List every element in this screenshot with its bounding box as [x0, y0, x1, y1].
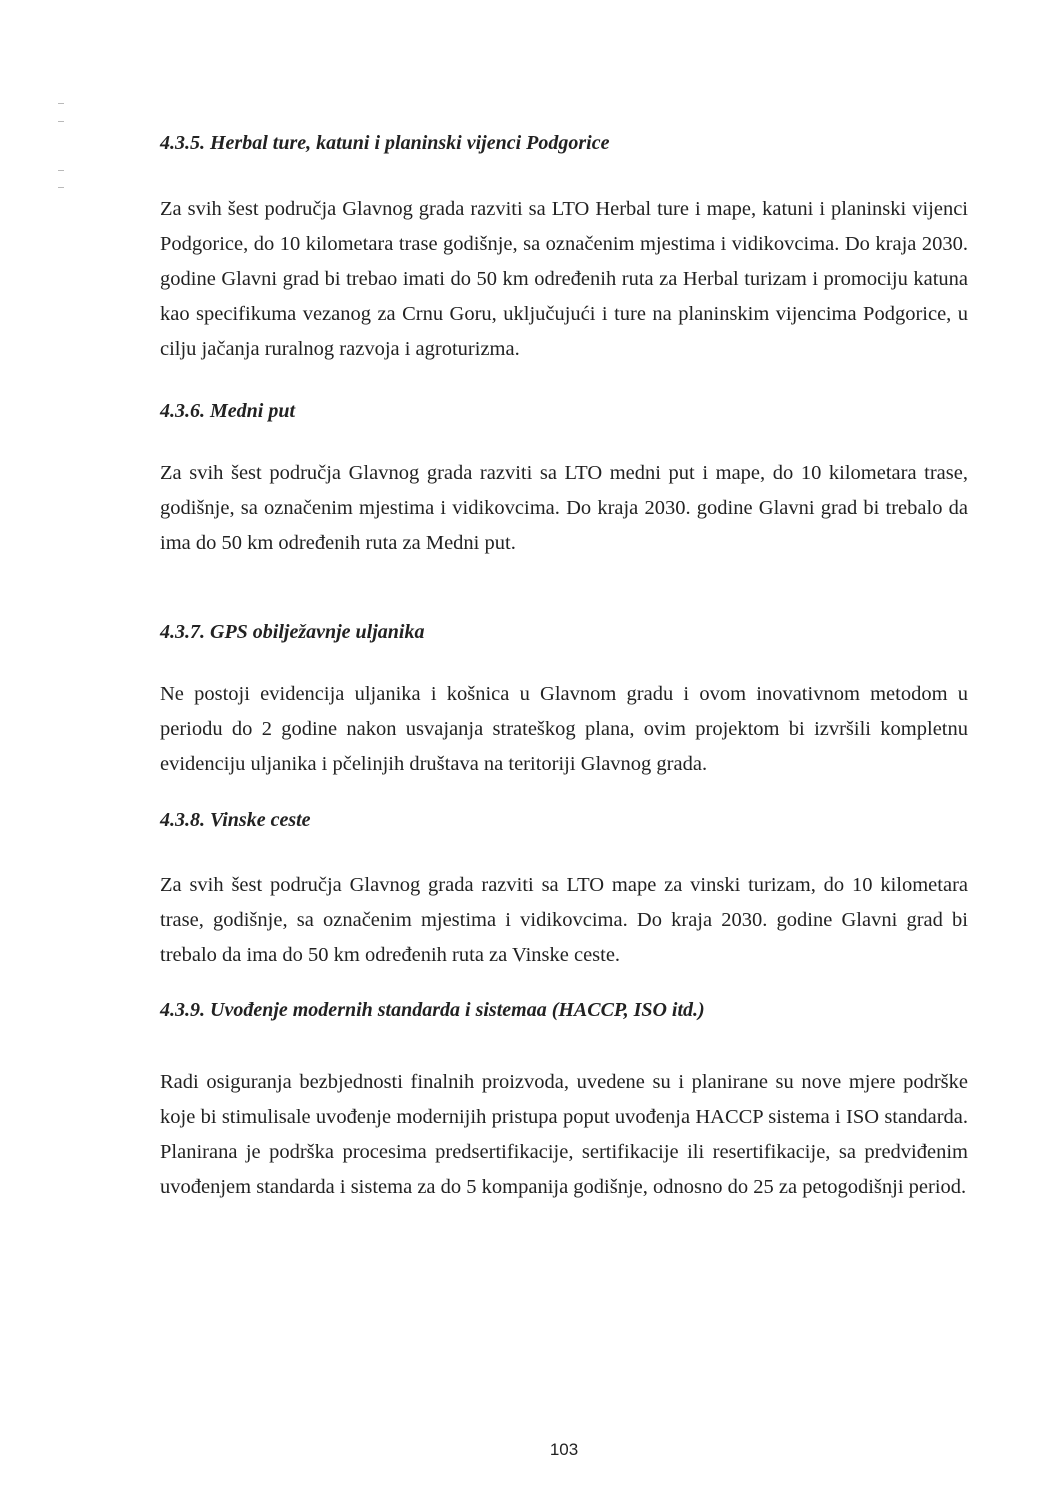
paragraph-text: Radi osiguranja bezbjednosti finalnih proizvoda, uvedene su i planirane su nove mjere podrške koje bi stimulisale uvođenje modernijih pristupa poput uvođenja HACCP sistema i ISO standarda. Planirana je podrška procesima predsertifikacije, sertifikacije ili resertifikacije, sa predviđenim uvođenjem standarda i sistema za do 5 kompanija godišnje, odnosno do 25 za petogodišnji period. — [160, 1071, 968, 1198]
paragraph-text: Za svih šest područja Glavnog grada razviti sa LTO Herbal ture i mape, katuni i planinski vijenci Podgorice, do 10 kilometara trase godišnje, sa označenim mjestima i vidikovcima. Do kraja 2030. godine Glavni grad bi trebao imati do 50 km određenih ruta za Herbal turizam i promociju katuna kao specifikuma vezanog za Crnu Goru, uključujući i ture na planinskim vijencima Podgorice, u cilju jačanja ruralnog razvoja i agroturizma. — [160, 198, 968, 360]
section-body-4-3-9 — [160, 1065, 968, 1205]
section-body-4-3-6 — [160, 456, 968, 561]
scan-artifact — [58, 170, 64, 171]
section-body-4-3-5 — [160, 192, 968, 367]
section-heading-4-3-7: 4.3.7. GPS obilježavnje uljanika — [160, 621, 425, 643]
section-heading-4-3-5: 4.3.5. Herbal ture, katuni i planinski vijenci Podgorice — [160, 132, 610, 154]
scan-artifact — [58, 121, 64, 122]
paragraph-text: Za svih šest područja Glavnog grada razviti sa LTO mape za vinski turizam, do 10 kilometara trase, godišnje, sa označenim mjestima i vidikovcima. Do kraja 2030. godine Glavni grad bi trebalo da ima do 50 km određenih ruta za Vinske ceste. — [160, 874, 968, 966]
paragraph-text: Ne postoji evidencija uljanika i košnica u Glavnom gradu i ovom inovativnom metodom u periodu do 2 godine nakon usvajanja strateškog plana, ovim projektom bi izvršili kompletnu evidenciju uljanika i pčelinjih društava na teritoriji Glavnog grada. — [160, 683, 968, 775]
section-body-4-3-7 — [160, 677, 968, 782]
scan-artifact — [58, 103, 64, 104]
page-number: 103 — [549, 1440, 579, 1459]
section-heading-4-3-6: 4.3.6. Medni put — [160, 400, 296, 422]
paragraph-text: Za svih šest područja Glavnog grada razviti sa LTO medni put i mape, do 10 kilometara trase, godišnje, sa označenim mjestima i vidikovcima. Do kraja 2030. godine Glavni grad bi trebalo da ima do 50 km određenih ruta za Medni put. — [160, 462, 968, 554]
scan-artifact — [58, 187, 64, 188]
section-body-4-3-8 — [160, 868, 968, 973]
section-heading-4-3-9: 4.3.9. Uvođenje modernih standarda i sistemaa (HACCP, ISO itd.) — [160, 999, 705, 1021]
section-heading-4-3-8: 4.3.8. Vinske ceste — [160, 809, 311, 831]
